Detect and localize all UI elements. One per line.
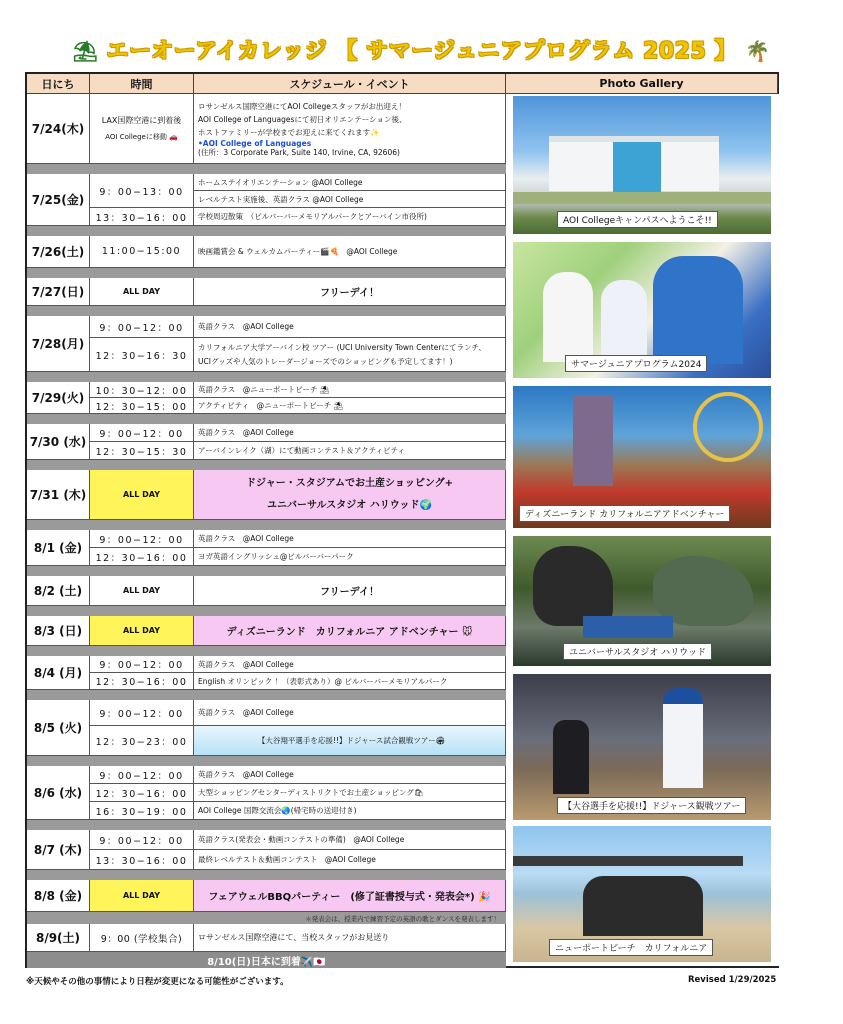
beach-photo [513, 826, 771, 962]
time-cell: 12：30−16：30 [90, 338, 194, 372]
time-cell: 12：30−16：00 [90, 784, 194, 802]
person-shape [601, 280, 647, 364]
event-cell: 英語クラス @ニューポートビーチ ⛱ [194, 382, 506, 398]
time-cell: 9：00−12：00 [90, 316, 194, 338]
row-separator [27, 870, 506, 880]
person-shape [653, 256, 743, 364]
time-cell: 9：00−12：00 [90, 530, 194, 548]
event-cell: フリーデイ！ [194, 278, 506, 306]
time-cell: ALL DAY [90, 616, 194, 646]
event-cell: 最終レベルテスト＆動画コンテスト @AOI College [194, 850, 506, 870]
date-cell: 7/30 (水) [27, 424, 90, 460]
event-cell [194, 470, 506, 520]
building-glass [613, 142, 661, 192]
event-cell: 映画鑑賞会 & ウェルカムパーティー🎬🍕 @AOI College [194, 236, 506, 268]
event-cell: English オリンピック ！（表彰式あり）@ ビルバーバーメモリアルパーク [194, 673, 506, 690]
event-cell: フリーデイ！ [194, 576, 506, 606]
time-cell: 9：00−13：00 [90, 174, 194, 208]
date-cell: 7/27(日) [27, 278, 90, 306]
row-separator [27, 690, 506, 700]
time-cell: 12：30−16：00 [90, 673, 194, 690]
event-cell: 学校周辺散策 （ビルバーバーメモリアルパークとアーバイン市役所) [194, 208, 506, 226]
col-time-header: 時間 [90, 74, 194, 94]
date-cell: 7/24(木) [27, 94, 90, 164]
photo-caption: ニューポートビーチ カリフォルニア [549, 939, 713, 956]
photo-caption: ユニバーサルスタジオ ハリウッド [563, 643, 712, 660]
umpire-shape [553, 720, 589, 794]
campus-photo [513, 96, 771, 234]
date-cell: 8/6 (水) [27, 766, 90, 820]
time-cell: 9：00−12：00 [90, 766, 194, 784]
schedule-table [25, 72, 779, 968]
date-cell: 7/26(土) [27, 236, 90, 268]
event-cell: 英語クラス @AOI College [194, 656, 506, 673]
date-cell: 8/5 (火) [27, 700, 90, 756]
row-separator [27, 268, 506, 278]
event-cell [194, 94, 506, 164]
time-cell: 9：00−12：00 [90, 830, 194, 850]
event-text: AOI College of Languagesにて初日オリエンテーション後、 [198, 115, 407, 124]
time-cell: 13：30−16：00 [90, 208, 194, 226]
event-cell [194, 338, 506, 372]
row-separator [27, 756, 506, 766]
lawn-shape [513, 192, 771, 204]
event-cell: 英語クラス @AOI College [194, 530, 506, 548]
dodgers-photo [513, 674, 771, 820]
date-cell: 8/1 (金) [27, 530, 90, 566]
students-photo [513, 242, 771, 378]
event-cell: ヨガ英語イングリッシュ@ビルバーバーパーク [194, 548, 506, 566]
event-cell: レベルテスト実施後、英語クラス @AOI College [194, 191, 506, 208]
time-cell: 11:00−15:00 [90, 236, 194, 268]
photo-caption: サマージュニアプログラム2024 [565, 355, 707, 372]
time-cell: 12：30−16：00 [90, 548, 194, 566]
page-title [0, 34, 843, 65]
event-cell: 英語クラス @AOI College [194, 424, 506, 442]
pier-shape [513, 856, 743, 866]
event-cell: 英語クラス @AOI College [194, 316, 506, 338]
event-cell: 英語クラス(発表会・動画コンテストの準備) @AOI College [194, 830, 506, 850]
person-shape [543, 272, 593, 362]
row-separator [27, 520, 506, 530]
event-text: ロサンゼルス国際空港にてAOI Collegeスタッフがお出迎え！ [198, 102, 406, 111]
event-cell: ディズニーランド カリフォルニア アドベンチャー 🐭 [194, 616, 506, 646]
date-cell: 8/9(土) [27, 924, 90, 952]
row-separator [27, 820, 506, 830]
row-separator [27, 460, 506, 470]
arrival-row: 8/10(日)日本に到着✈️🇯🇵 [27, 952, 506, 968]
event-cell: 【大谷翔平選手を応援!!】ドジャース試合観戦ツアー🏟 [194, 726, 506, 756]
event-cell: 大型ショッピングセンターディストリクトでお土産ショッピング🛍 [194, 784, 506, 802]
row-separator [27, 372, 506, 382]
event-text: カリフォルニア大学アーバイン校 ツアー (UCI University Town Centerにてランチ、 [198, 342, 486, 352]
date-cell: 7/28(月) [27, 316, 90, 372]
date-cell: 7/29(火) [27, 382, 90, 414]
time-cell: 10：30−12：00 [90, 382, 194, 398]
col-date-header: 日にち [27, 74, 90, 94]
umbrella-icon: ⛱ [72, 39, 99, 63]
event-cell: アクティビティ @ニューポートビーチ ⛱ [194, 398, 506, 414]
date-cell: 8/2 (土) [27, 576, 90, 606]
event-cell: フェアウェルBBQパーティー (修了証書授与式・発表会*) 🎉 [194, 880, 506, 912]
time-cell: 9：00−12：00 [90, 656, 194, 673]
time-text: AOI Collegeに移動 🚗 [105, 133, 178, 141]
time-cell: ALL DAY [90, 278, 194, 306]
footer-revised: Revised 1/29/2025 [688, 975, 777, 985]
row-separator [27, 414, 506, 424]
time-cell: 12：30−15：30 [90, 442, 194, 460]
event-cell: ロサンゼルス国際空港にて、当校スタッフがお見送り [194, 924, 506, 952]
time-text: LAX国際空港に到着後 [101, 116, 182, 125]
row-separator [27, 606, 506, 616]
event-cell: 英語クラス @AOI College [194, 766, 506, 784]
event-text: UCIグッズや人気のトレーダージョーズでのショッピングも予定してます！) [198, 356, 453, 366]
time-cell: ALL DAY [90, 576, 194, 606]
event-cell: AOI College 国際交流会🌏(帰宅時の送迎付き) [194, 802, 506, 820]
time-cell: 12：30−23：00 [90, 726, 194, 756]
kong-shape [533, 546, 613, 626]
event-cell: アーバインレイク（湖）にて動画コンテスト＆アクティビティ [194, 442, 506, 460]
address-text: (住所：3 Corporate Park, Suite 140, Irvine, CA, 92606) [198, 148, 400, 157]
photo-caption: AOI Collegeキャンパスへようこそ!! [557, 211, 718, 228]
tram-shape [583, 616, 673, 638]
time-cell [90, 94, 194, 164]
universal-photo [513, 536, 771, 666]
row-separator [27, 306, 506, 316]
date-cell: 7/31 (木) [27, 470, 90, 520]
college-link[interactable]: •AOI College of Languages [198, 139, 312, 148]
row-separator [27, 912, 506, 924]
date-cell: 8/4 (月) [27, 656, 90, 690]
palm-icon: 🌴 [745, 39, 771, 63]
time-cell: 9：00−12：00 [90, 700, 194, 726]
col-gallery-header: Photo Gallery [506, 74, 778, 94]
time-cell: 13：30−16：00 [90, 850, 194, 870]
batter-shape [663, 688, 703, 788]
note-text: ＊発表会は、授業内で練習予定の英語の歌とダンスを発表します！ [305, 914, 500, 923]
time-cell: 16：30−19：00 [90, 802, 194, 820]
event-cell: ホームステイオリエンテーション @AOI College [194, 174, 506, 191]
row-separator [27, 646, 506, 656]
col-schedule-header: スケジュール・イベント [194, 74, 506, 94]
people-shape [583, 876, 703, 936]
ferris-wheel-shape [693, 392, 763, 462]
photo-caption: ディズニーランド カリフォルニアアドベンチャー [519, 505, 730, 522]
row-separator [27, 226, 506, 236]
time-cell: ALL DAY [90, 470, 194, 520]
time-cell: 9：00 (学校集合) [90, 924, 194, 952]
row-separator [27, 566, 506, 576]
date-cell: 8/8 (金) [27, 880, 90, 912]
time-cell: ALL DAY [90, 880, 194, 912]
photo-caption: 【大谷選手を応援!!】ドジャース観戦ツアー [557, 797, 746, 814]
event-cell: 英語クラス @AOI College [194, 700, 506, 726]
date-cell: 8/3 (日) [27, 616, 90, 646]
time-cell: 9：00−12：00 [90, 424, 194, 442]
photo-gallery [507, 94, 779, 966]
event-text: ドジャー・スタジアムでお土産ショッピング+ [245, 477, 454, 489]
disney-photo [513, 386, 771, 528]
event-text: ユニバーサルスタジオ ハリウッド🌍 [267, 499, 432, 511]
date-cell: 8/7 (木) [27, 830, 90, 870]
date-cell: 7/25(金) [27, 174, 90, 226]
tower-shape [573, 396, 613, 486]
time-cell: 12：30−15：00 [90, 398, 194, 414]
title-text: エーオーアイカレッジ 【 サマージュニアプログラム 2025 】 [106, 39, 737, 64]
event-text: ホストファミリーが学校までお迎えに来てくれます✨ [198, 128, 380, 137]
footer-disclaimer: ※天候やその他の事情により日程が変更になる可能性がございます。 [26, 977, 289, 987]
row-separator [27, 164, 506, 174]
